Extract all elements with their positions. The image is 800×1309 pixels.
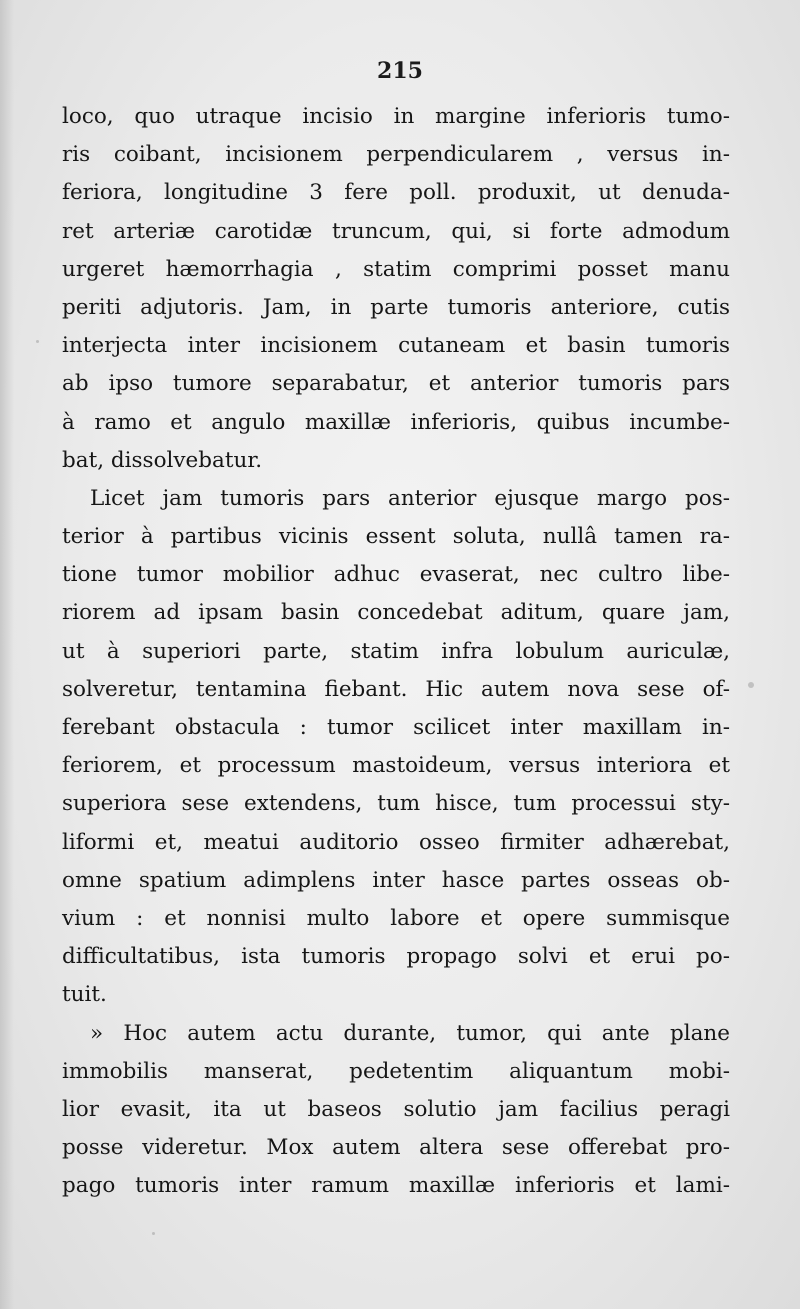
text-line: solveretur, tentamina fiebant. Hic autem nova sese of-	[62, 676, 730, 702]
text-line: ab ipso tumore separabatur, et anterior tumoris pars	[62, 371, 730, 397]
paper-speck	[748, 682, 754, 688]
text-line: periti adjutoris. Jam, in parte tumoris anteriore, cutis	[62, 294, 730, 320]
text-line: à ramo et angulo maxillæ inferioris, quibus incumbe-	[62, 409, 730, 435]
paragraph-first-line: Licet jam tumoris pars anterior ejusque margo pos-	[90, 485, 730, 511]
text-line: lior evasit, ita ut baseos solutio jam facilius peragi	[62, 1096, 730, 1122]
text-line: difficultatibus, ista tumoris propago solvi et erui po-	[62, 944, 730, 970]
text-line: interjecta inter incisionem cutaneam et basin tumoris	[62, 333, 730, 359]
page-gutter-shadow	[0, 0, 14, 1309]
text-line: posse videretur. Mox autem altera sese offerebat pro-	[62, 1135, 730, 1161]
text-line: ut à superiori parte, statim infra lobulum auriculæ,	[62, 638, 730, 664]
text-line: bat, dissolvebatur.	[62, 447, 263, 473]
text-line: tione tumor mobilior adhuc evaserat, nec cultro libe-	[62, 562, 730, 588]
paper-speck	[152, 1232, 155, 1235]
text-line: ferebant obstacula : tumor scilicet inter maxillam in-	[62, 715, 730, 740]
paragraph-first-line: » Hoc autem actu durante, tumor, qui ante plane	[90, 1020, 730, 1046]
text-line: loco, quo utraque incisio in margine inferioris tumo-	[62, 104, 730, 129]
text-line: terior à partibus vicinis essent soluta, nullâ tamen ra-	[62, 524, 730, 550]
paper-speck	[36, 340, 39, 343]
text-line: omne spatium adimplens inter hasce partes osseas ob-	[62, 867, 730, 893]
text-line: superiora sese extendens, tum hisce, tum processui sty-	[62, 791, 730, 817]
body-text	[62, 98, 730, 1205]
text-line: riorem ad ipsam basin concedebat aditum, quare jam,	[62, 600, 730, 626]
text-line: vium : et nonnisi multo labore et opere summisque	[62, 905, 730, 931]
text-line: urgeret hæmorrhagia , statim comprimi posset manu	[62, 256, 730, 282]
text-line: ret arteriæ carotidæ truncum, qui, si forte admodum	[62, 218, 730, 244]
text-line: ris coibant, incisionem perpendicularem , versus in-	[62, 142, 730, 168]
text-line: pago tumoris inter ramum maxillæ inferioris et lami-	[62, 1173, 730, 1199]
text-line: immobilis manserat, pedetentim aliquantum mobi-	[62, 1058, 730, 1084]
text-line: feriora, longitudine 3 fere poll. produxit, ut denuda-	[62, 180, 730, 206]
text-line: tuit.	[62, 982, 107, 1008]
page-number: 215	[377, 58, 423, 84]
text-line: feriorem, et processum mastoideum, versus interiora et	[62, 753, 730, 779]
text-line: liformi et, meatui auditorio osseo firmiter adhærebat,	[62, 829, 730, 855]
